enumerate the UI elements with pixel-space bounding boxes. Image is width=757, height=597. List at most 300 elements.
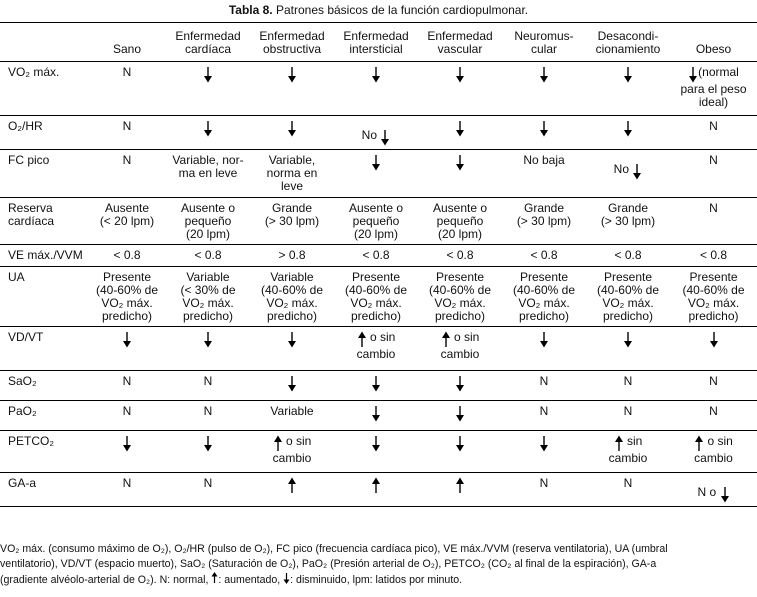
cell-text: predicho) <box>602 309 654 323</box>
cell-suffix: o sin <box>453 330 480 344</box>
footnote-line-3: (gradiente alvéolo-arterial de O₂). N: normal, : aumentado, : disminuido, lpm: latidos por minuto. <box>0 574 463 586</box>
cell-text: cambio <box>356 347 396 361</box>
cell-line <box>335 375 417 392</box>
cell-text: pequeño <box>436 214 484 228</box>
cell-prefix: No <box>613 162 629 176</box>
table-cell <box>502 267 586 327</box>
row-label-text: FC pico <box>8 153 50 167</box>
table-cell <box>334 371 418 401</box>
cell-text: Grande <box>523 201 565 215</box>
table-cell <box>670 401 757 431</box>
cell-text: No baja <box>523 153 565 167</box>
table-cell <box>502 198 586 245</box>
row-label <box>0 327 88 371</box>
table-cell <box>586 198 670 245</box>
cell-text: N <box>122 65 132 79</box>
row-label-text: O₂/HR <box>8 119 43 133</box>
cell-line <box>167 331 249 348</box>
row-label <box>0 245 88 267</box>
cell-text: Grande <box>271 201 313 215</box>
cell-text: (40-60% de <box>682 283 745 297</box>
table-cell <box>418 267 502 327</box>
table-cell <box>88 198 166 245</box>
cell-text: VO₂ máx. <box>518 296 570 310</box>
column-header-line: Sano <box>112 42 142 56</box>
cell-line <box>587 435 669 452</box>
cell-text: N <box>122 476 132 490</box>
cell-text: VO₂ máx. <box>266 296 318 310</box>
table-cell <box>586 473 670 507</box>
row-label <box>0 150 88 198</box>
cell-line <box>419 120 501 137</box>
cell-line <box>587 331 669 348</box>
table-cell <box>586 267 670 327</box>
cell-line <box>251 331 333 348</box>
cell-line <box>167 66 249 83</box>
down-arrow-icon <box>371 375 381 392</box>
cell-text: (40-60% de <box>260 283 324 297</box>
table-cell <box>88 431 166 473</box>
cell-text: ma en leve <box>178 166 238 180</box>
up-arrow-icon <box>455 477 465 494</box>
cell-text: pequeño <box>184 214 232 228</box>
table-cell <box>166 245 250 267</box>
down-arrow-icon <box>371 405 381 422</box>
table-cell <box>502 371 586 401</box>
table-cell <box>88 327 166 371</box>
footnote-line-1: VO₂ máx. (consumo máximo de O₂), O₂/HR (pulso de O₂), FC pico (frecuencia cardíaca pico), VE máx./VVM (reserva ventilatoria), UA (umbral <box>0 543 668 555</box>
row-label-text: VE máx./VVM <box>8 248 83 262</box>
cell-text: predicho) <box>266 309 318 323</box>
cell-text: Ausente o <box>180 201 236 215</box>
cell-text: predicho) <box>518 309 570 323</box>
down-arrow-icon <box>623 120 633 137</box>
column-header <box>334 23 418 62</box>
cell-suffix: o sin <box>369 330 396 344</box>
column-header-line: Neuromus- <box>514 29 574 43</box>
cell-text: Presente <box>603 270 653 284</box>
table-cell <box>88 245 166 267</box>
table-cell <box>250 62 334 116</box>
table-cell <box>250 327 334 371</box>
table-cell <box>334 431 418 473</box>
cell-text: < 0.8 <box>194 248 222 262</box>
cell-text: N <box>709 201 718 215</box>
down-arrow-icon <box>455 66 465 83</box>
cell-text: Variable <box>186 270 230 284</box>
cell-text: VO₂ máx. <box>350 296 402 310</box>
cell-line <box>335 331 417 348</box>
cell-suffix: o sin <box>707 434 733 448</box>
column-header-line: Obeso <box>695 42 732 56</box>
table-cell <box>88 473 166 507</box>
row-label <box>0 198 88 245</box>
cell-text: cambio <box>608 451 648 465</box>
cell-line <box>251 375 333 392</box>
table-cell <box>250 150 334 198</box>
row-label <box>0 473 88 507</box>
table-cell <box>166 267 250 327</box>
cell-text: (normal <box>698 65 739 79</box>
table-cell <box>502 116 586 150</box>
row-label-text: VO₂ máx. <box>8 65 60 79</box>
down-arrow-icon <box>539 120 549 137</box>
down-arrow-icon <box>287 120 297 137</box>
cell-text: predicho) <box>350 309 402 323</box>
table-cell <box>166 116 250 150</box>
cell-line <box>335 66 417 83</box>
cell-text: VO₂ máx. <box>182 296 234 310</box>
cell-line <box>671 331 756 348</box>
down-arrow-icon <box>688 66 698 83</box>
table-row <box>0 150 757 198</box>
cell-text: Ausente <box>104 201 150 215</box>
up-arrow-icon <box>694 435 704 452</box>
column-header <box>166 23 250 62</box>
table-footnote <box>0 542 757 588</box>
cell-line <box>89 331 165 348</box>
table-cell <box>670 267 757 327</box>
row-label-text: UA <box>8 270 25 284</box>
cell-text: (> 30 lpm) <box>264 214 320 228</box>
table-cell <box>586 371 670 401</box>
table-cell <box>670 150 757 198</box>
cell-text: Ausente o <box>348 201 404 215</box>
cell-line <box>335 120 417 146</box>
table-cell <box>88 267 166 327</box>
table-row <box>0 198 757 245</box>
down-arrow-icon <box>720 486 730 503</box>
down-arrow-icon <box>455 154 465 171</box>
cell-text: Variable, nor- <box>172 153 244 167</box>
down-arrow-icon <box>122 435 132 452</box>
table-cell <box>418 327 502 371</box>
cell-text: (20 lpm) <box>437 227 482 241</box>
table-cell <box>586 327 670 371</box>
table-cell <box>334 116 418 150</box>
cell-text: N <box>122 153 132 167</box>
down-arrow-icon <box>371 66 381 83</box>
column-header-line: cionamiento <box>595 42 661 56</box>
cell-text: N <box>122 404 132 418</box>
table-cell <box>88 62 166 116</box>
down-arrow-icon <box>203 120 213 137</box>
cell-text: N <box>709 119 718 133</box>
table-cell <box>250 431 334 473</box>
table-cell <box>250 371 334 401</box>
cell-suffix: sin <box>627 434 643 448</box>
cell-text: (> 30 lpm) <box>600 214 656 228</box>
cell-line <box>503 435 585 452</box>
down-arrow-icon <box>203 331 213 348</box>
cell-text: (> 30 lpm) <box>516 214 572 228</box>
cell-text: Presente <box>689 270 738 284</box>
down-arrow-icon <box>122 331 132 348</box>
table-cell <box>502 473 586 507</box>
cell-text: N <box>203 374 213 388</box>
table-row <box>0 116 757 150</box>
down-arrow-icon <box>455 435 465 452</box>
cell-line <box>167 435 249 452</box>
cell-line <box>167 120 249 137</box>
table-title: Tabla 8. Patrones básicos de la función cardiopulmonar. <box>228 3 529 17</box>
table-cell <box>418 401 502 431</box>
table-cell <box>670 431 757 473</box>
cell-text: cambio <box>272 451 312 465</box>
down-arrow-icon <box>371 435 381 452</box>
table-cell <box>334 401 418 431</box>
up-arrow-icon <box>441 331 451 348</box>
column-header-line: Enfermedad <box>259 29 325 43</box>
table-cell <box>418 431 502 473</box>
table-cell <box>418 116 502 150</box>
cell-text: norma en <box>266 166 318 180</box>
table-cell <box>586 401 670 431</box>
down-arrow-icon <box>539 331 549 348</box>
table-cell <box>670 116 757 150</box>
footnote-line-2: ventilatorio), VD/VT (espacio muerto), SaO₂ (Saturación de O₂), PaO₂ (Presión arterial de O₂), PETCO₂ (CO₂ al final de la espiración), GA-a <box>0 558 657 570</box>
cell-line <box>419 331 501 348</box>
column-header <box>502 23 586 62</box>
cell-text: leve <box>280 179 303 193</box>
cell-line <box>587 120 669 137</box>
down-arrow-icon <box>203 66 213 83</box>
cell-text: cambio <box>694 451 733 465</box>
cell-line <box>587 66 669 83</box>
cell-text: Presente <box>519 270 569 284</box>
cell-line <box>335 405 417 422</box>
cell-text: pequeño <box>352 214 400 228</box>
table-cell <box>166 371 250 401</box>
cell-text: Presente <box>351 270 401 284</box>
row-label <box>0 62 88 116</box>
cell-text: < 0.8 <box>699 248 728 262</box>
cell-text: predicho) <box>182 309 234 323</box>
table-row <box>0 431 757 473</box>
cell-line <box>419 405 501 422</box>
column-header-line: vascular <box>437 42 483 56</box>
column-header <box>670 23 757 62</box>
cell-text: < 0.8 <box>113 248 141 262</box>
cardiopulmonary-patterns-table <box>0 22 757 507</box>
column-header-line: Enfermedad <box>343 29 409 43</box>
cell-text: N <box>539 476 549 490</box>
row-label <box>0 371 88 401</box>
cell-line <box>89 435 165 452</box>
table-cell <box>250 267 334 327</box>
row-label-text: GA-a <box>8 476 37 490</box>
header-blank <box>0 23 88 62</box>
table-cell <box>418 473 502 507</box>
table-cell <box>670 371 757 401</box>
cell-text: predicho) <box>434 309 486 323</box>
column-header <box>586 23 670 62</box>
table-cell <box>334 245 418 267</box>
table-cell <box>334 150 418 198</box>
table-row <box>0 267 757 327</box>
down-arrow-icon <box>623 331 633 348</box>
table-cell <box>166 401 250 431</box>
row-label <box>0 116 88 150</box>
cell-text: (20 lpm) <box>353 227 398 241</box>
table-cell <box>250 473 334 507</box>
column-header-line: Enfermedad <box>427 29 493 43</box>
cell-text: (40-60% de <box>512 283 576 297</box>
cell-text: N <box>122 119 132 133</box>
row-label-text: VD/VT <box>8 330 44 344</box>
up-arrow-icon <box>287 477 297 494</box>
down-arrow-icon <box>455 120 465 137</box>
table-cell <box>586 116 670 150</box>
cell-text: < 0.8 <box>614 248 642 262</box>
up-arrow-icon <box>614 435 624 452</box>
table-cell <box>88 371 166 401</box>
column-header-line: intersticial <box>349 42 403 56</box>
table-cell <box>166 473 250 507</box>
cell-line <box>419 375 501 392</box>
cell-text: N <box>709 374 718 388</box>
table-cell <box>166 431 250 473</box>
cell-text: VO₂ máx. <box>101 296 153 310</box>
table-cell <box>88 401 166 431</box>
cell-line <box>503 66 585 83</box>
cell-text: Presente <box>435 270 485 284</box>
table-cell <box>670 62 757 116</box>
up-arrow-icon <box>371 477 381 494</box>
cell-text: N <box>623 374 633 388</box>
up-arrow-icon <box>357 331 367 348</box>
row-label-text: PaO₂ <box>8 404 37 418</box>
cell-text: VO₂ máx. <box>602 296 654 310</box>
column-header-line: cular <box>530 42 557 56</box>
cell-text: ideal) <box>698 95 729 109</box>
table-cell <box>418 150 502 198</box>
cell-text: < 0.8 <box>530 248 558 262</box>
cell-line <box>503 120 585 137</box>
cell-line <box>251 120 333 137</box>
table-cell <box>250 198 334 245</box>
down-arrow-icon <box>455 375 465 392</box>
cell-text: N <box>203 476 213 490</box>
cell-text: predicho) <box>101 309 153 323</box>
cell-text: cambio <box>440 347 480 361</box>
down-arrow-icon <box>371 154 381 171</box>
table-cell <box>166 327 250 371</box>
table-row <box>0 401 757 431</box>
cell-line <box>419 435 501 452</box>
cell-line <box>251 66 333 83</box>
table-cell <box>166 62 250 116</box>
cell-text: (40-60% de <box>428 283 492 297</box>
row-label-text: PETCO₂ <box>8 434 54 448</box>
cell-text: VO₂ máx. <box>434 296 486 310</box>
cell-text: N <box>709 153 718 167</box>
cell-text: predicho) <box>688 309 739 323</box>
cell-line <box>671 435 756 452</box>
down-arrow-icon <box>709 331 719 348</box>
cell-text: (40-60% de <box>95 283 159 297</box>
table-cell <box>418 198 502 245</box>
table-cell <box>334 62 418 116</box>
table-cell <box>418 245 502 267</box>
table-cell <box>418 62 502 116</box>
table-cell <box>250 401 334 431</box>
row-label-text: Reserva <box>8 201 53 215</box>
cell-text: N <box>203 404 213 418</box>
cell-text: N <box>122 374 132 388</box>
row-label-text: cardíaca <box>8 214 55 228</box>
down-arrow-icon <box>287 331 297 348</box>
cell-line <box>251 477 333 494</box>
table-cell <box>250 116 334 150</box>
down-arrow-icon <box>539 66 549 83</box>
table-cell <box>586 431 670 473</box>
row-label <box>0 401 88 431</box>
down-arrow-icon <box>203 435 213 452</box>
cell-text: (40-60% de <box>596 283 660 297</box>
cell-text: > 0.8 <box>278 248 306 262</box>
down-arrow-icon <box>380 129 390 146</box>
table-row <box>0 473 757 507</box>
cell-suffix: o sin <box>285 434 312 448</box>
table-cell <box>670 245 757 267</box>
down-arrow-icon <box>539 435 549 452</box>
cell-prefix: N o <box>697 485 717 499</box>
table-cell <box>502 245 586 267</box>
cell-line <box>251 435 333 452</box>
cell-text: Variable, <box>268 153 316 167</box>
cell-line <box>419 477 501 494</box>
table-cell <box>502 327 586 371</box>
column-header <box>88 23 166 62</box>
column-header-line: Desacondi- <box>597 29 659 43</box>
cell-line <box>419 66 501 83</box>
table-cell <box>670 473 757 507</box>
cell-line <box>671 66 756 83</box>
cell-text: Presente <box>102 270 152 284</box>
table-row <box>0 245 757 267</box>
table-cell <box>334 473 418 507</box>
table-row <box>0 62 757 116</box>
down-arrow-icon <box>623 66 633 83</box>
up-arrow-icon <box>273 435 283 452</box>
column-header <box>250 23 334 62</box>
cell-text: N <box>539 404 549 418</box>
cell-text: N <box>623 404 633 418</box>
table-row <box>0 327 757 371</box>
table-cell <box>502 62 586 116</box>
column-header-line: cardíaca <box>184 42 232 56</box>
cell-text: Grande <box>607 201 649 215</box>
down-arrow-icon <box>632 163 642 180</box>
cell-prefix: No <box>361 128 377 142</box>
cell-text: para el peso <box>680 82 747 96</box>
header-row <box>0 23 757 62</box>
row-label <box>0 267 88 327</box>
cell-line <box>335 477 417 494</box>
row-label-text: SaO₂ <box>8 374 37 388</box>
cell-text: (< 30% de <box>180 283 236 297</box>
cell-line <box>335 154 417 171</box>
table-cell <box>166 198 250 245</box>
cell-text: < 0.8 <box>446 248 474 262</box>
table-cell <box>334 198 418 245</box>
cell-text: Variable <box>270 404 314 418</box>
table-cell <box>334 327 418 371</box>
table-row <box>0 371 757 401</box>
table-cell <box>586 62 670 116</box>
table-cell <box>166 150 250 198</box>
